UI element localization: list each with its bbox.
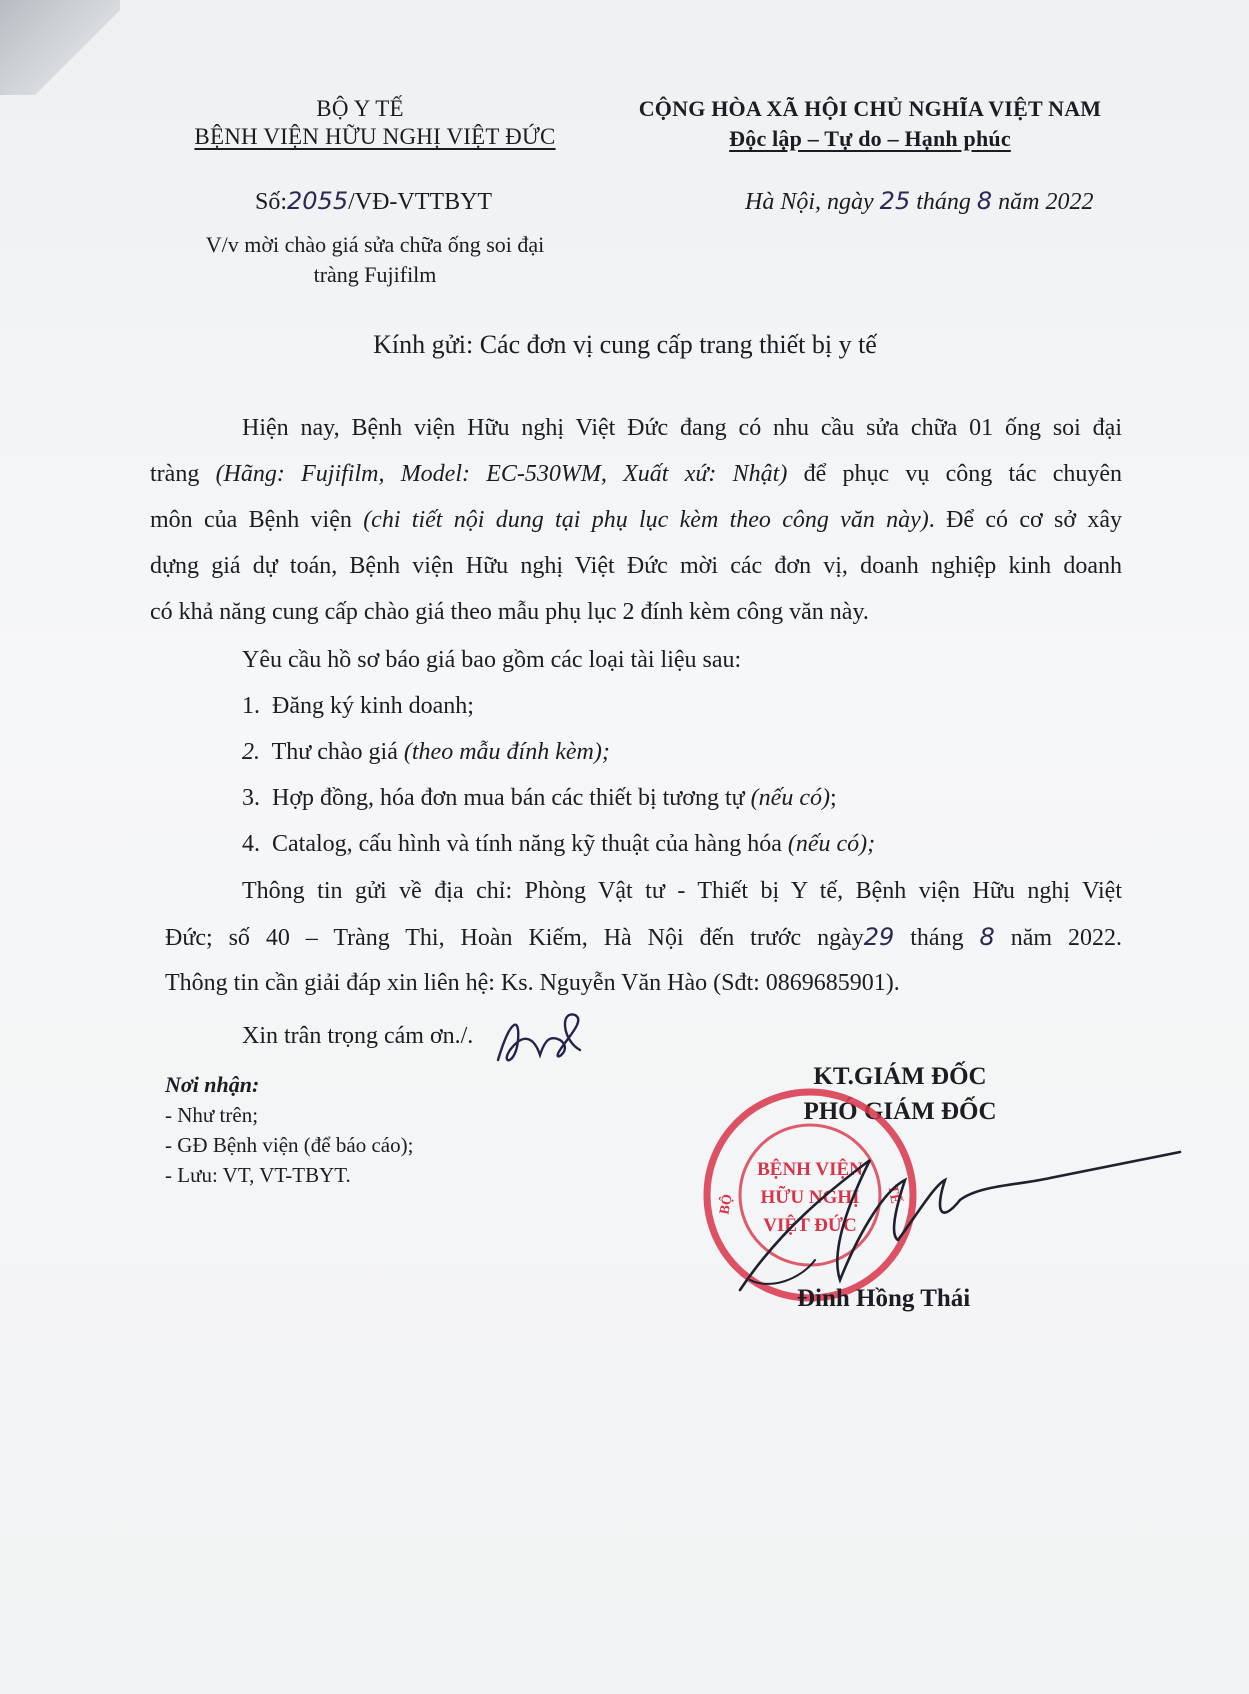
stamp-ring-right: TẾ [884, 1183, 903, 1205]
doc-number-suffix: /VĐ-VTTBYT [348, 189, 493, 215]
stamp-line-3: VIỆT ĐỨC [763, 1215, 857, 1236]
intro-l3a: môn của Bệnh viện [150, 507, 364, 533]
date-month-handwritten: 8 [976, 187, 993, 215]
doc-number-prefix: Số: [255, 189, 288, 215]
initials-signature [490, 1010, 600, 1070]
doc-number-handwritten: 2055 [287, 187, 349, 215]
intro-line-5: có khả năng cung cấp chào giá theo mẫu phụ lục 2 đính kèm công văn này. [150, 599, 869, 625]
intro-l3b: (chi tiết nội dung tại phụ lục kèm theo công văn này) [363, 507, 929, 533]
contact-l2b: tháng [910, 925, 964, 951]
recipients-item: - GĐ Bệnh viện (để báo cáo); [165, 1133, 414, 1157]
contact-month-handwritten: 8 [979, 923, 995, 951]
document-date [745, 187, 1094, 216]
requirement-note: (nếu có); [787, 831, 876, 857]
document-number [255, 187, 492, 216]
date-year: năm 2022 [998, 189, 1094, 215]
subject-line-1: V/v mời chào giá sửa chữa ống soi đại [205, 232, 545, 257]
requirement-number: 4. [242, 831, 260, 857]
folded-corner [0, 0, 120, 95]
recipients-item: - Như trên; [165, 1103, 259, 1127]
requirement-text: Đăng ký kinh doanh; [272, 693, 474, 719]
motto: Độc lập – Tự do – Hạnh phúc [729, 126, 1011, 151]
requirement-number: 3. [242, 785, 260, 811]
hospital-name: BỆNH VIỆN HỮU NGHỊ VIỆT ĐỨC [194, 124, 556, 149]
requirements-block [150, 637, 1122, 867]
recipients-title: Nơi nhận: [165, 1072, 260, 1097]
intro-l2b: (Hãng: Fujifilm, Model: EC-530WM, Xuất xứ: Nhật) [215, 461, 788, 487]
requirement-text: Hợp đồng, hóa đơn mua bán các thiết bị tương tự [272, 785, 751, 811]
requirement-number: 2. [242, 739, 260, 765]
stamp-ring-left: BỘ [717, 1193, 736, 1216]
recipients-item: - Lưu: VT, VT-TBYT. [165, 1163, 351, 1187]
requirement-item [150, 775, 1122, 821]
contact-line-1: Thông tin gửi về địa chỉ: Phòng Vật tư - Thiết bị Y tế, Bệnh viện Hữu nghị Việt [242, 878, 1122, 904]
date-month-label: tháng [916, 189, 971, 215]
intro-l3c: . Để có cơ sở xây [928, 507, 1122, 533]
requirement-item [150, 683, 1122, 729]
intro-line-3 [150, 497, 1122, 543]
requirement-note: (nếu có) [750, 785, 830, 811]
contact-day-handwritten: 29 [863, 923, 895, 951]
recipient-line: Kính gửi: Các đơn vị cung cấp trang thiết bị y tế [373, 330, 877, 359]
requirement-note: (theo mẫu đính kèm); [403, 739, 610, 765]
requirement-item [150, 821, 1122, 867]
intro-line-4: dựng giá dự toán, Bệnh viện Hữu nghị Việt Đức mời các đơn vị, doanh nghiệp kinh doanh [150, 553, 1122, 579]
intro-line-1: Hiện nay, Bệnh viện Hữu nghị Việt Đức đang có nhu cầu sửa chữa 01 ống soi đại [242, 415, 1122, 441]
requirements-intro: Yêu cầu hồ sơ báo giá bao gồm các loại tài liệu sau: [242, 647, 742, 673]
signer-name: Đinh Hồng Thái [797, 1285, 971, 1312]
intro-line-2 [150, 451, 1122, 497]
intro-l2a: tràng [150, 461, 216, 487]
director-signature [720, 1140, 1190, 1300]
contact-line-3: Thông tin cần giải đáp xin liên hệ: Ks. Nguyễn Văn Hào (Sđt: 0869685901). [165, 970, 900, 996]
requirement-number: 1. [242, 693, 260, 719]
contact-line-2 [165, 914, 1122, 960]
signature-title-2: PHÓ GIÁM ĐỐC [803, 1098, 997, 1125]
ministry-name: BỘ Y TẾ [316, 96, 404, 121]
date-day-handwritten: 25 [879, 187, 911, 215]
signature-title-1: KT.GIÁM ĐỐC [813, 1063, 987, 1090]
stamp-line-1: BỆNH VIỆN [757, 1159, 863, 1180]
contact-l2a: Đức; số 40 – Tràng Thi, Hoàn Kiếm, Hà Nội đến trước ngày [165, 925, 864, 951]
contact-paragraph [165, 868, 1122, 1006]
closing-text: Xin trân trọng cám ơn./. [242, 1023, 474, 1049]
intro-l2c: để phục vụ công tác chuyên [787, 461, 1123, 487]
intro-paragraph [150, 405, 1122, 635]
stamp-line-2: HỮU NGHỊ [760, 1187, 860, 1208]
requirement-item [150, 729, 1122, 775]
requirement-text: Thư chào giá [271, 739, 404, 765]
republic-title: CỘNG HÒA XÃ HỘI CHỦ NGHĨA VIỆT NAM [638, 96, 1102, 121]
contact-l2c: năm 2022. [1010, 925, 1122, 951]
subject-line-2: tràng Fujifilm [313, 262, 437, 287]
requirement-tail: ; [829, 785, 837, 811]
date-place: Hà Nội, ngày [745, 189, 874, 215]
requirement-text: Catalog, cấu hình và tính năng kỹ thuật của hàng hóa [272, 831, 788, 857]
